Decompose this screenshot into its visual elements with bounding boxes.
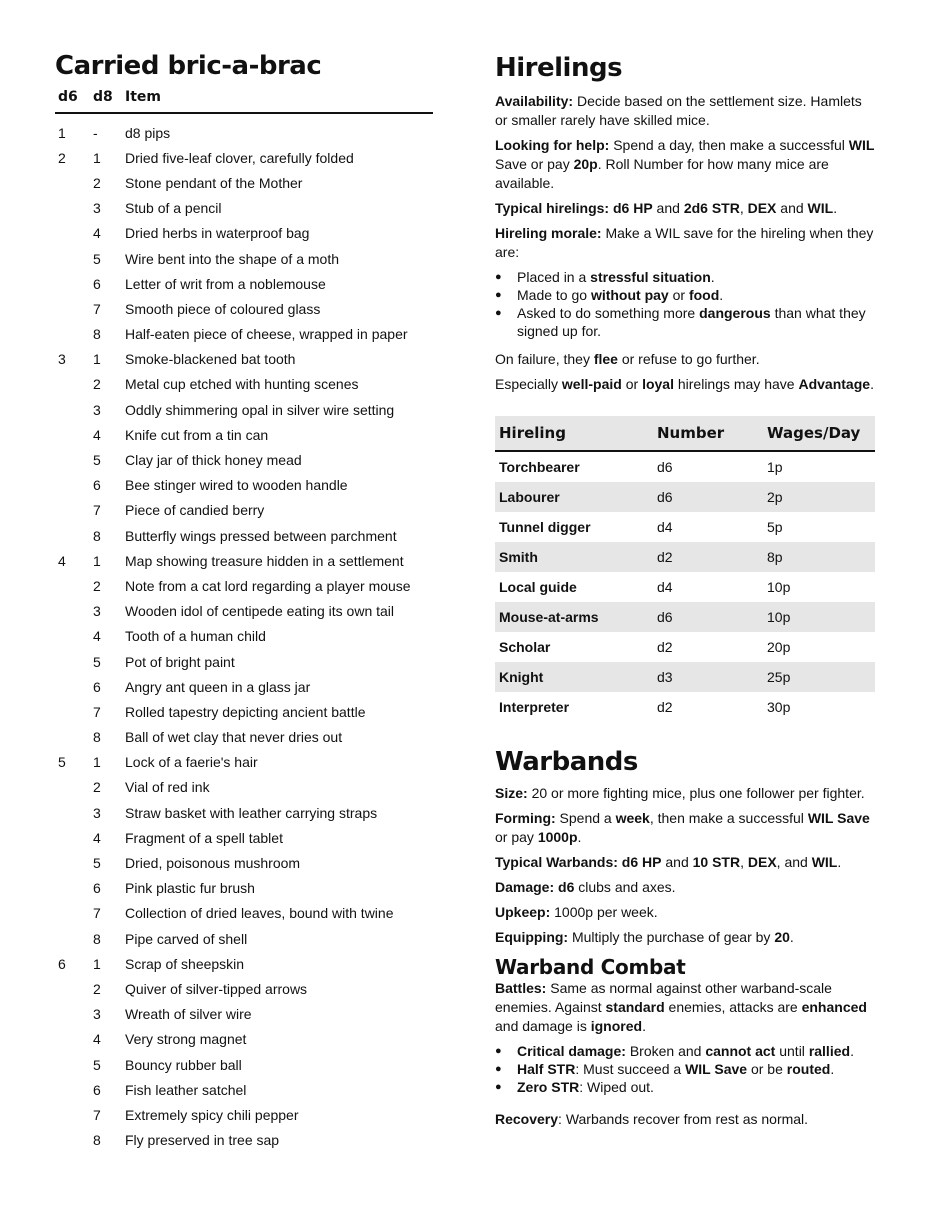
table-row (55, 599, 433, 624)
table-row (55, 523, 433, 548)
table-row (55, 876, 433, 901)
item-cell: Smooth piece of coloured glass (125, 300, 321, 317)
warband-damage-paragraph: Damage: d6 clubs and axes. (495, 879, 676, 895)
item-cell: Letter of writ from a noblemouse (125, 275, 326, 292)
bric-a-brac-table-header (55, 82, 433, 114)
d8-cell: 6 (93, 678, 101, 695)
item-cell: Pot of bright paint (125, 653, 235, 670)
hireling-cell: Knight (499, 669, 544, 685)
table-row (55, 322, 433, 347)
number-cell: d2 (657, 639, 673, 655)
bric-a-brac-title: Carried bric-a-brac (55, 51, 322, 81)
item-cell: Piece of candied berry (125, 502, 265, 519)
item-cell: Collection of dried leaves, bound with twine (125, 905, 394, 922)
table-row (495, 602, 875, 632)
number-cell: d2 (657, 549, 673, 565)
d6-cell: 2 (58, 149, 66, 166)
number-cell: d2 (657, 699, 673, 715)
table-row (55, 926, 433, 951)
d8-cell: 5 (93, 1056, 101, 1073)
hireling-cell: Tunnel digger (499, 519, 591, 535)
table-row (55, 775, 433, 800)
hirelings-table (495, 416, 875, 722)
table-row (495, 452, 875, 482)
table-row (55, 372, 433, 397)
d8-cell: 5 (93, 250, 101, 267)
table-row (55, 624, 433, 649)
failure-paragraph: On failure, they flee or refuse to go further. (495, 351, 760, 367)
table-row (55, 1128, 433, 1153)
item-cell: Stone pendant of the Mother (125, 174, 303, 191)
d8-cell: 6 (93, 1081, 101, 1098)
availability-paragraph: Availability: Decide based on the settlement size. Hamlets or smaller rarely have skilled mice. (495, 93, 862, 128)
table-row (55, 422, 433, 447)
wages-cell: 10p (767, 579, 791, 595)
d8-cell: 8 (93, 729, 101, 746)
header-wages: Wages/Day (767, 424, 861, 442)
item-cell: Stub of a pencil (125, 200, 222, 217)
table-row (55, 951, 433, 976)
d8-cell: 3 (93, 200, 101, 217)
d8-cell: 2 (93, 779, 101, 796)
item-cell: Smoke-blackened bat tooth (125, 351, 296, 368)
wages-cell: 8p (767, 549, 783, 565)
item-cell: Rolled tapestry depicting ancient battle (125, 703, 366, 720)
item-cell: Angry ant queen in a glass jar (125, 678, 311, 695)
d8-cell: 6 (93, 880, 101, 897)
number-cell: d6 (657, 459, 673, 475)
table-row (55, 1027, 433, 1052)
wages-cell: 30p (767, 699, 791, 715)
table-row (55, 573, 433, 598)
table-row (55, 800, 433, 825)
item-cell: Map showing treasure hidden in a settlement (125, 552, 404, 569)
combat-bullet-zero-str: ● Zero STR: Wiped out. (495, 1078, 875, 1096)
combat-list (495, 1042, 875, 1096)
d8-cell: 4 (93, 225, 101, 242)
wages-cell: 25p (767, 669, 791, 685)
d8-cell: 5 (93, 653, 101, 670)
hireling-cell: Mouse-at-arms (499, 609, 599, 625)
table-row (495, 632, 875, 662)
d6-cell: 4 (58, 552, 66, 569)
d8-cell: 7 (93, 1106, 101, 1123)
d8-cell: 8 (93, 1132, 101, 1149)
item-cell: Fish leather satchel (125, 1081, 247, 1098)
table-row (55, 1102, 433, 1127)
hirelings-table-body (495, 452, 875, 722)
item-cell: Tooth of a human child (125, 628, 266, 645)
number-cell: d6 (657, 489, 673, 505)
item-cell: Butterfly wings pressed between parchment (125, 527, 397, 544)
hireling-cell: Scholar (499, 639, 551, 655)
hirelings-title: Hirelings (495, 53, 623, 83)
d6-cell: 6 (58, 955, 66, 972)
hirelings-section (495, 50, 875, 1135)
item-cell: Extremely spicy chili pepper (125, 1106, 299, 1123)
header-hireling: Hireling (499, 424, 566, 442)
number-cell: d3 (657, 669, 673, 685)
table-row (55, 725, 433, 750)
item-cell: Wooden idol of centipede eating its own tail (125, 603, 395, 620)
item-cell: Fly preserved in tree sap (125, 1132, 280, 1149)
d8-cell: 5 (93, 855, 101, 872)
combat-bullet-half-str: ● Half STR: Must succeed a WIL Save or be routed. (495, 1060, 875, 1078)
hireling-morale-paragraph: Hireling morale: Make a WIL save for the hireling when they are: (495, 225, 874, 260)
item-cell: Dried herbs in waterproof bag (125, 225, 310, 242)
d8-cell: - (93, 124, 98, 141)
table-row (55, 498, 433, 523)
d8-cell: 5 (93, 452, 101, 469)
number-cell: d4 (657, 519, 673, 535)
table-row (55, 976, 433, 1001)
header-d8: d8 (93, 89, 113, 105)
d8-cell: 6 (93, 275, 101, 292)
d8-cell: 8 (93, 326, 101, 343)
table-row (495, 512, 875, 542)
item-cell: Wreath of silver wire (125, 1006, 252, 1023)
looking-for-help-paragraph: Looking for help: Spend a day, then make a successful WIL Save or pay 20p. Roll Number for how many mice are available. (495, 137, 875, 191)
table-row (55, 397, 433, 422)
hireling-cell: Smith (499, 549, 538, 565)
warband-size-paragraph: Size: 20 or more fighting mice, plus one follower per fighter. (495, 785, 865, 801)
d8-cell: 3 (93, 804, 101, 821)
item-cell: Dried five-leaf clover, carefully folded (125, 149, 354, 166)
hireling-cell: Interpreter (499, 699, 570, 715)
table-row (55, 196, 433, 221)
item-cell: Ball of wet clay that never dries out (125, 729, 343, 746)
d8-cell: 4 (93, 1031, 101, 1048)
table-row (55, 1052, 433, 1077)
d8-cell: 8 (93, 930, 101, 947)
d8-cell: 7 (93, 502, 101, 519)
warband-typical-paragraph: Typical Warbands: d6 HP and 10 STR, DEX, and WIL. (495, 854, 842, 870)
item-cell: Lock of a faerie's hair (125, 754, 258, 771)
table-row (495, 692, 875, 722)
hirelings-table-header (495, 416, 875, 452)
d6-cell: 1 (58, 124, 66, 141)
table-row (55, 221, 433, 246)
d8-cell: 1 (93, 754, 101, 771)
item-cell: Wire bent into the shape of a moth (125, 250, 340, 267)
item-cell: Fragment of a spell tablet (125, 829, 283, 846)
wages-cell: 2p (767, 489, 783, 505)
table-row (55, 901, 433, 926)
wages-cell: 5p (767, 519, 783, 535)
table-row (55, 296, 433, 321)
d8-cell: 1 (93, 955, 101, 972)
d8-cell: 4 (93, 628, 101, 645)
item-cell: Straw basket with leather carrying straps (125, 804, 378, 821)
item-cell: Clay jar of thick honey mead (125, 452, 302, 469)
combat-bullet-critical: ● Critical damage: Broken and cannot act until rallied. (495, 1042, 875, 1060)
d8-cell: 4 (93, 426, 101, 443)
table-row (55, 674, 433, 699)
warband-upkeep-paragraph: Upkeep: 1000p per week. (495, 904, 658, 920)
table-row (55, 548, 433, 573)
table-row (55, 271, 433, 296)
item-cell: Pink plastic fur brush (125, 880, 255, 897)
loyalty-paragraph: Especially well-paid or loyal hirelings may have Advantage. (495, 376, 874, 392)
header-d6: d6 (58, 89, 78, 105)
item-cell: Note from a cat lord regarding a player mouse (125, 577, 411, 594)
item-cell: Half-eaten piece of cheese, wrapped in paper (125, 326, 408, 343)
item-cell: Scrap of sheepskin (125, 955, 245, 972)
table-row (55, 120, 433, 145)
d8-cell: 8 (93, 527, 101, 544)
table-row (55, 473, 433, 498)
d8-cell: 1 (93, 552, 101, 569)
item-cell: Quiver of silver-tipped arrows (125, 980, 308, 997)
wages-cell: 10p (767, 609, 791, 625)
item-cell: Knife cut from a tin can (125, 426, 269, 443)
table-row (55, 750, 433, 775)
wages-cell: 1p (767, 459, 783, 475)
warband-equipping-paragraph: Equipping: Multiply the purchase of gear by 20. (495, 929, 794, 945)
table-row (55, 347, 433, 372)
table-row (495, 482, 875, 512)
d8-cell: 1 (93, 149, 101, 166)
header-item: Item (125, 89, 161, 105)
item-cell: Dried, poisonous mushroom (125, 855, 301, 872)
item-cell: Bouncy rubber ball (125, 1056, 242, 1073)
bric-a-brac-section (55, 50, 433, 1153)
number-cell: d4 (657, 579, 673, 595)
table-row (55, 447, 433, 472)
item-cell: Very strong magnet (125, 1031, 247, 1048)
number-cell: d6 (657, 609, 673, 625)
morale-bullet-stress: ● Placed in a stressful situation. (495, 268, 875, 286)
morale-list (495, 268, 875, 340)
warband-forming-paragraph: Forming: Spend a week, then make a successful WIL Save or pay 1000p. (495, 810, 870, 845)
recovery-paragraph: Recovery: Warbands recover from rest as normal. (495, 1111, 809, 1127)
d8-cell: 3 (93, 603, 101, 620)
d8-cell: 3 (93, 401, 101, 418)
d8-cell: 2 (93, 376, 101, 393)
battles-paragraph: Battles: Same as normal against other warband-scale enemies. Against standard enemies, attacks are enhanced and damage is ignored. (495, 980, 867, 1034)
header-number: Number (657, 424, 725, 442)
table-row (495, 662, 875, 692)
table-row (55, 170, 433, 195)
morale-bullet-danger: ● Asked to do something more dangerous than what they signed up for. (495, 304, 875, 340)
d8-cell: 6 (93, 477, 101, 494)
table-row (55, 850, 433, 875)
bric-a-brac-table-body (55, 120, 433, 1153)
table-row (55, 825, 433, 850)
typical-hirelings-paragraph: Typical hirelings: d6 HP and 2d6 STR, DEX and WIL. (495, 200, 838, 216)
item-cell: d8 pips (125, 124, 171, 141)
d8-cell: 7 (93, 300, 101, 317)
table-row (55, 1077, 433, 1102)
table-row (495, 542, 875, 572)
morale-bullet-pay: ● Made to go without pay or food. (495, 286, 875, 304)
item-cell: Pipe carved of shell (125, 930, 248, 947)
d8-cell: 7 (93, 703, 101, 720)
d6-cell: 5 (58, 754, 66, 771)
table-row (55, 145, 433, 170)
table-row (55, 699, 433, 724)
d8-cell: 2 (93, 174, 101, 191)
item-cell: Vial of red ink (125, 779, 210, 796)
hireling-cell: Local guide (499, 579, 577, 595)
table-row (55, 246, 433, 271)
warbands-title: Warbands (495, 747, 638, 777)
table-row (55, 649, 433, 674)
table-row (495, 572, 875, 602)
item-cell: Bee stinger wired to wooden handle (125, 477, 348, 494)
d8-cell: 1 (93, 351, 101, 368)
item-cell: Oddly shimmering opal in silver wire setting (125, 401, 395, 418)
d8-cell: 3 (93, 1006, 101, 1023)
hireling-cell: Torchbearer (499, 459, 580, 475)
wages-cell: 20p (767, 639, 791, 655)
item-cell: Metal cup etched with hunting scenes (125, 376, 359, 393)
d8-cell: 2 (93, 980, 101, 997)
d6-cell: 3 (58, 351, 66, 368)
d8-cell: 7 (93, 905, 101, 922)
d8-cell: 2 (93, 577, 101, 594)
hireling-cell: Labourer (499, 489, 560, 505)
warband-combat-title: Warband Combat (495, 955, 686, 979)
d8-cell: 4 (93, 829, 101, 846)
table-row (55, 1002, 433, 1027)
